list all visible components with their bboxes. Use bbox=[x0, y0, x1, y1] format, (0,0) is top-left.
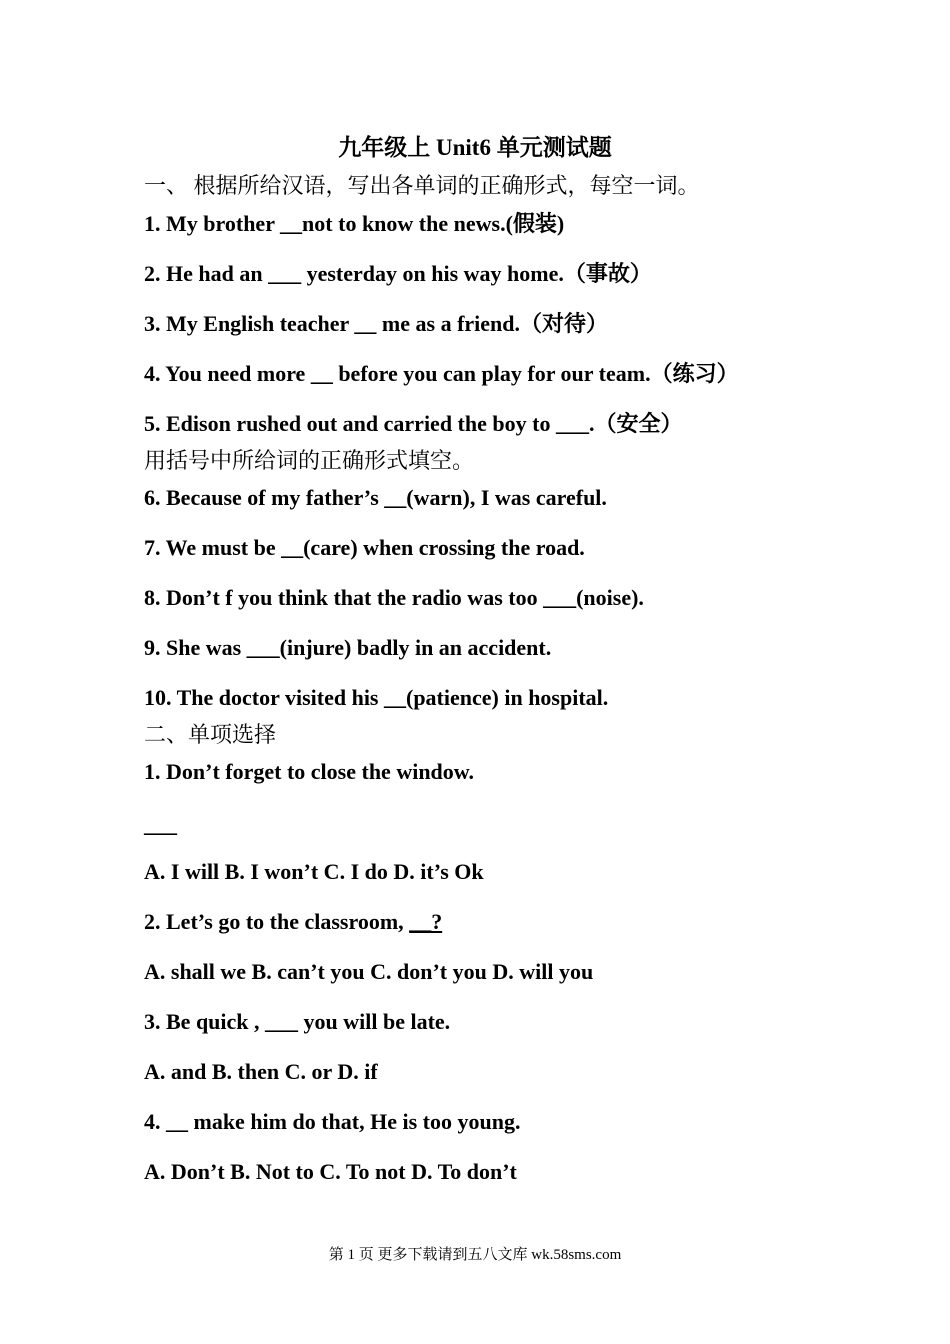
answer-blank: ___ bbox=[144, 812, 177, 837]
mc-options-3: A. and B. then C. or D. if bbox=[144, 1059, 378, 1084]
mc-question-2-text: 2. Let’s go to the classroom, bbox=[144, 909, 410, 934]
question-item: 8. Don’t f you think that the radio was too ___(noise). bbox=[144, 585, 644, 610]
question-item: 4. You need more __ before you can play for our team.（练习） bbox=[144, 361, 739, 386]
question-item: 6. Because of my father’s __(warn), I was careful. bbox=[144, 485, 607, 510]
page-title: 九年级上 Unit6 单元测试题 bbox=[338, 135, 612, 160]
question-item: 3. My English teacher __ me as a friend.（对待） bbox=[144, 311, 609, 336]
question-item: 10. The doctor visited his __(patience) in hospital. bbox=[144, 685, 609, 710]
mc-question-1: 1. Don’t forget to close the window. bbox=[144, 759, 474, 784]
mc-question-4: 4. __ make him do that, He is too young. bbox=[144, 1109, 521, 1134]
question-item: 2. He had an ___ yesterday on his way home.（事故） bbox=[144, 261, 652, 286]
mc-options-4: A. Don’t B. Not to C. To not D. To don’t bbox=[144, 1159, 517, 1184]
question-item: 7. We must be __(care) when crossing the road. bbox=[144, 535, 585, 560]
question-item: 1. My brother __not to know the news.(假装) bbox=[144, 211, 565, 236]
page-footer: 第 1 页 更多下载请到五八文库 wk.58sms.com bbox=[328, 1247, 622, 1263]
section-1-heading: 一、 根据所给汉语，写出各单词的正确形式，每空一词。 bbox=[144, 173, 700, 198]
mc-question-3: 3. Be quick , ___ you will be late. bbox=[144, 1009, 451, 1034]
mc-options-1: A. I will B. I won’t C. I do D. it’s Ok bbox=[144, 859, 484, 884]
question-item: 5. Edison rushed out and carried the boy to ___.（安全） bbox=[144, 411, 683, 436]
mc-question-2 bbox=[144, 907, 910, 937]
answer-blank: __? bbox=[409, 909, 443, 934]
section-1b-heading: 用括号中所给词的正确形式填空。 bbox=[144, 448, 475, 473]
section-2-heading: 二、单项选择 bbox=[144, 722, 277, 747]
question-item: 9. She was ___(injure) badly in an accident. bbox=[144, 635, 552, 660]
mc-options-2: A. shall we B. can’t you C. don’t you D. will you bbox=[144, 959, 594, 984]
